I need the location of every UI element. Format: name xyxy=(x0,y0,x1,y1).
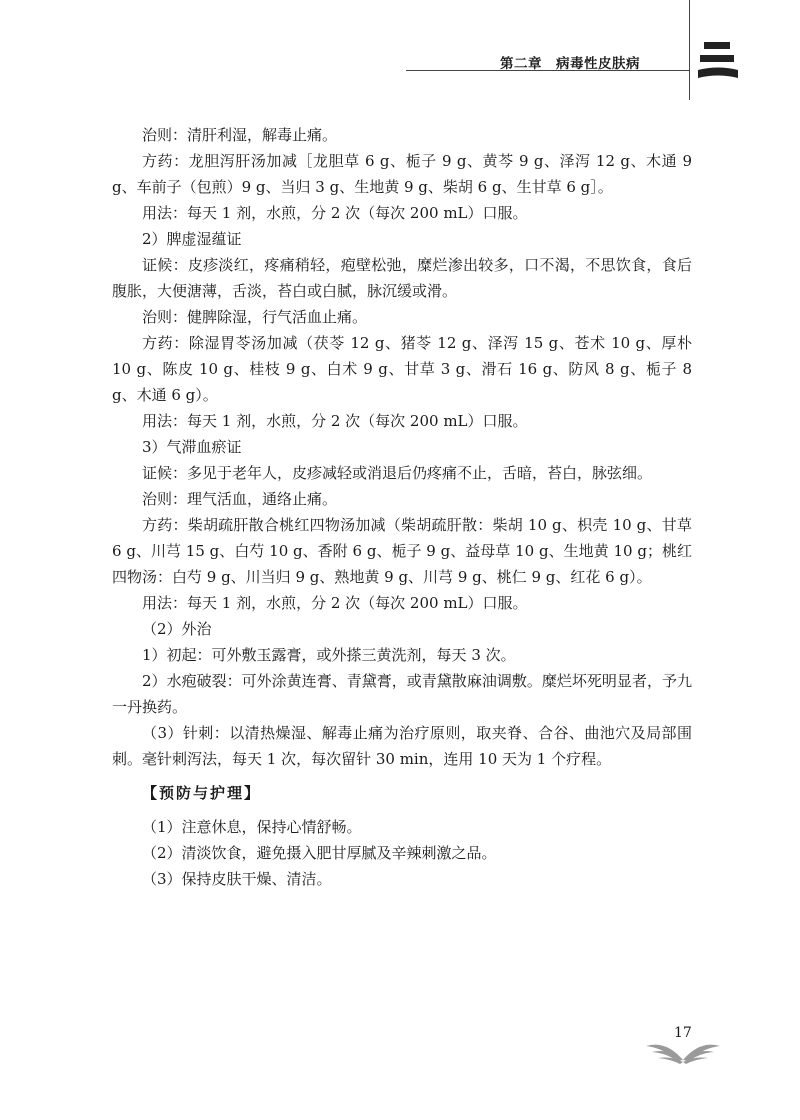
paragraph: 治则：理气活血，通络止痛。 xyxy=(142,490,338,508)
paragraph: 方药：除湿胃苓汤加减（茯苓 12 g、猪苓 12 g、泽泻 15 g、苍术 10 g、厚朴 10 g、陈皮 10 g、桂枝 9 g、白术 9 g、甘草 3 g、滑石 16 g、防风 8 g、栀子 8 g、木通 6 g）。 xyxy=(112,334,692,404)
paragraph: （3）针刺：以清热燥湿、解毒止痛为治疗原则，取夹脊、合谷、曲池穴及局部围刺。毫针刺泻法，每天 1 次，每次留针 30 min，连用 10 天为 1 个疗程。 xyxy=(112,724,692,768)
open-book-ornament-icon xyxy=(644,1036,722,1070)
section-heading: 【预防与护理】 xyxy=(142,784,262,802)
paragraph: 1）初起：可外敷玉露膏，或外搽三黄洗剂，每天 3 次。 xyxy=(142,646,516,664)
main-text xyxy=(112,122,692,892)
chapter-number: 第二章 xyxy=(500,56,542,72)
running-header xyxy=(500,52,640,72)
chapter-title: 病毒性皮肤病 xyxy=(556,56,640,72)
paragraph: 2）水疱破裂：可外涂黄连膏、青黛膏，或青黛散麻油调敷。糜烂坏死明显者，予九一丹换药。 xyxy=(112,672,692,716)
subheading: 3）气滞血瘀证 xyxy=(142,438,242,456)
paragraph: 证候：皮疹淡红，疼痛稍轻，疱壁松弛，糜烂渗出较多，口不渴，不思饮食，食后腹胀，大便溏薄，舌淡，苔白或白腻，脉沉缓或滑。 xyxy=(112,256,692,300)
list-item: （1）注意休息，保持心情舒畅。 xyxy=(142,818,362,836)
page-number: 17 xyxy=(674,1025,692,1041)
paragraph: 治则：清肝利湿，解毒止痛。 xyxy=(142,126,338,144)
subheading: （2）外治 xyxy=(142,620,212,638)
list-item: （2）清淡饮食，避免摄入肥甘厚腻及辛辣刺激之品。 xyxy=(142,844,497,862)
paragraph: 方药：龙胆泻肝汤加减［龙胆草 6 g、栀子 9 g、黄芩 9 g、泽泻 12 g、木通 9 g、车前子（包煎）9 g、当归 3 g、生地黄 9 g、柴胡 6 g、生甘草 6 g］。 xyxy=(112,152,692,196)
paragraph: 证候：多见于老年人，皮疹减轻或消退后仍疼痛不止，舌暗，苔白，脉弦细。 xyxy=(142,464,653,482)
paragraph: 方药：柴胡疏肝散合桃红四物汤加减（柴胡疏肝散：柴胡 10 g、枳壳 10 g、甘草 6 g、川芎 15 g、白芍 10 g、香附 6 g、栀子 9 g、益母草 10 g、生地黄 10 g；桃红四物汤：白芍 9 g、川当归 9 g、熟地黄 9 g、川芎 9 g、桃仁 9 g、红花 6 g）。 xyxy=(112,516,692,586)
stacked-bars-icon xyxy=(696,40,740,82)
paragraph: 治则：健脾除湿，行气活血止痛。 xyxy=(142,308,368,326)
paragraph: 用法：每天 1 剂，水煎，分 2 次（每次 200 mL）口服。 xyxy=(142,204,528,222)
header-vertical-rule xyxy=(689,0,690,100)
paragraph: 用法：每天 1 剂，水煎，分 2 次（每次 200 mL）口服。 xyxy=(142,412,528,430)
subheading: 2）脾虚湿蕴证 xyxy=(142,230,242,248)
paragraph: 用法：每天 1 剂，水煎，分 2 次（每次 200 mL）口服。 xyxy=(142,594,528,612)
list-item: （3）保持皮肤干燥、清洁。 xyxy=(142,870,332,888)
